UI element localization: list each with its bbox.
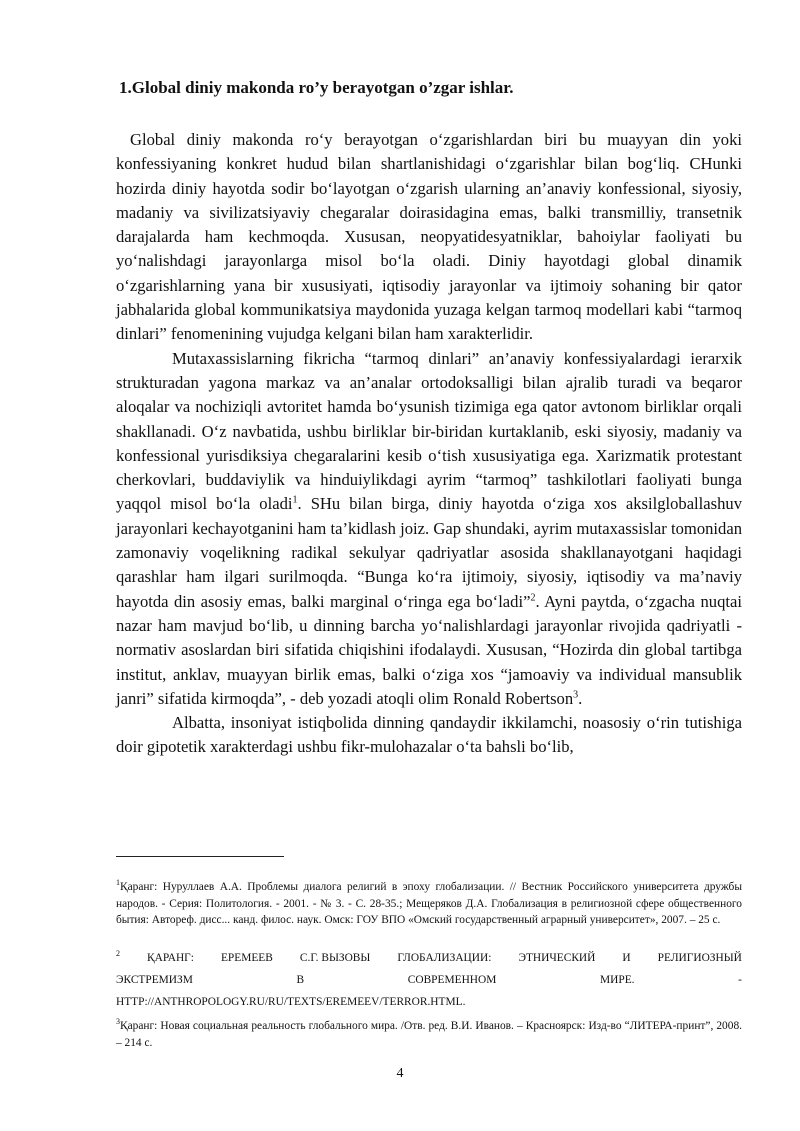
footnote-1-text: Қаранг: Нуруллаев А.А. Проблемы диалога религий в эпоху глобализации. // Вестник Российского университета дружбы народов. - Серия: Политология. - 2001. - № 3. - С. 28-35.; Мещеряков Д.А. Глобализация в религиозной сфере общественного бытия: Автореф. дисс... канд. филос. наук. Омск: ГОУ ВПО «Омский государственный аграрный университет», 2007. – 25 с. [116,881,742,926]
footnote-2-line-3 [116,991,742,1013]
paragraph-2-part-4: . [578,688,583,708]
paragraph-2 [116,347,742,711]
footnote-2-url[interactable]: HTTP://ANTHROPOLOGY.RU/RU/TEXTS/EREMEEV/TERROR.HTML. [116,996,466,1008]
footnote-2-word: РЕЛИГИОЗНЫЙ [657,952,742,964]
footnote-ref-2[interactable]: 2 [530,592,536,604]
footnote-3-text: Қаранг: Новая социальная реальность глобального мира. /Отв. ред. В.И. Иванов. – Красноярск: Изд-во “ЛИТЕРА-принт”, 2008. – 214 с. [116,1020,742,1049]
footnote-1-mark: 1 [116,878,120,888]
footnote-2-line-2 [116,969,742,991]
footnote-3-mark: 3 [116,1017,120,1027]
footnote-2-word: ЭКСТРЕМИЗМ [116,974,193,986]
footnote-ref-1[interactable]: 1 [292,494,298,506]
footnote-2-word: ЕРЕМЕЕВ [220,952,273,964]
section-heading: 1.Global diniy makonda ro’y berayotgan o’zgar ishlar. [119,78,514,97]
footnote-2-word: МИРЕ. [600,974,635,986]
paragraph-3: Albatta, insoniyat istiqbolida dinning qandaydir ikkilamchi, noasosiy oʻrin tutishiga doir gipotetik xarakterdagi ushbu fikr-mulohazalar oʻta bahsli boʻlib, [116,713,742,757]
paragraph-2-part-2: . SHu bilan birga, diniy hayotda oʻziga xos aksilgloballashuv jarayonlari kechayotganini ham ta’kidlash joiz. Gap shundaki, ayrim mutaxassislar tomonidan zamonaviy voqelikning radikal sekulyar qadriyatlar asosida shakllanayotgani haqidagi qarashlar ham ilgari surilmoqda. “Bunga koʻra ijtimoiy, siyosiy, iqtisodiy va ma’naviy hayotda din asosiy emas, balki marginal oʻringa ega boʻladi” [116,494,742,611]
footnote-2-word: И [622,952,631,964]
footnote-2-mark [116,947,120,969]
footnote-2-word: ҚАРАНГ: [147,952,194,964]
paragraph-1: Global diniy makonda roʻy berayotgan oʻzgarishlardan biri bu muayyan din yoki konfessiyaning konkret hudud bilan shartlanishidagi oʻzgarishlar bilan bogʻliq. CHunki hozirda diniy hayotda sodir boʻlayotgan oʻzgarish ularning an’anaviy konfessional, siyosiy, madaniy va sivilizatsiyaviy chegaralar doirasidagina emas, balki transmilliy, transetnik darajalarda ham kechmoqda. Xususan, neopyatidesyatniklar, bahoiylar faoliyati bu yoʻnalishdagi jarayonlarga misol boʻla oladi. Diniy hayotdagi global dinamik oʻzgarishlarning yana bir xususiyati, iqtisodiy jarayonlar va ijtimoiy sohaning bir qator jabhalarida global kommunikatsiya maydonida yuzaga kelgan tarmoq modellari kabi “tarmoq dinlari” fenomenining vujudga kelgani bilan ham xarakterlidir. [116,130,742,344]
footnote-1 [116,879,742,929]
footnote-3 [116,1018,742,1051]
footnote-2-word: С.Г. ВЫЗОВЫ [299,952,371,964]
footnote-2-word: СОВРЕМЕННОМ [407,974,497,986]
footnote-2-line-1 [116,947,742,969]
footnote-ref-3[interactable]: 3 [573,689,579,701]
footnote-separator [116,856,284,857]
paragraph-2-part-3: . Ayni paytda, oʻzgacha nuqtai nazar ham mavjud boʻlib, u dinning barcha yoʻnalishlardagi jarayonlar rivojida qadriyatli - normativ asoslardan biri sifatida chiqishini ifodalaydi. Xususan, “Hozirda din global tartibga institut, anklav, muayyan birlik emas, balki oʻziga xos “jamoaviy va individual mansublik janri” sifatida kirmoqda”, - deb yozadi atoqli olim Ronald Robertson [116,591,742,708]
body-text [116,128,742,760]
page-number: 4 [396,1066,404,1081]
footnote-2-word: В [296,974,305,986]
paragraph-2-part-1: Mutaxassislarning fikricha “tarmoq dinlari” an’anaviy konfessiyalardagi ierarxik strukturadan yagona markaz va an’analar ortodoksalligi bilan ajralib turadi va beqaror aloqalar va nochiziqli avtoritet hamda boʻysunish tizimiga ega qator avtonom birliklar orqali shakllanadi. Oʻz navbatida, ushbu birliklar bir-biridan kurtaklanib, eski siyosiy, madaniy va konfessional yurisdiksiya chegaralarini kesib oʻtish xususiyatiga ega. Xarizmatik protestant cherkovlari, buddaviylik va hinduiylikdagi ayrim “tarmoq” tashkilotlari faoliyati bunga yaqqol misol boʻla oladi [116,348,742,514]
footnote-2-word: ГЛОБАЛИЗАЦИИ: [397,952,492,964]
footnote-2-word: ЭТНИЧЕСКИЙ [518,952,596,964]
footnote-2 [116,947,742,1013]
footnote-2-word: - [738,974,742,986]
footnote-2-mark-number: 2 [116,949,120,959]
